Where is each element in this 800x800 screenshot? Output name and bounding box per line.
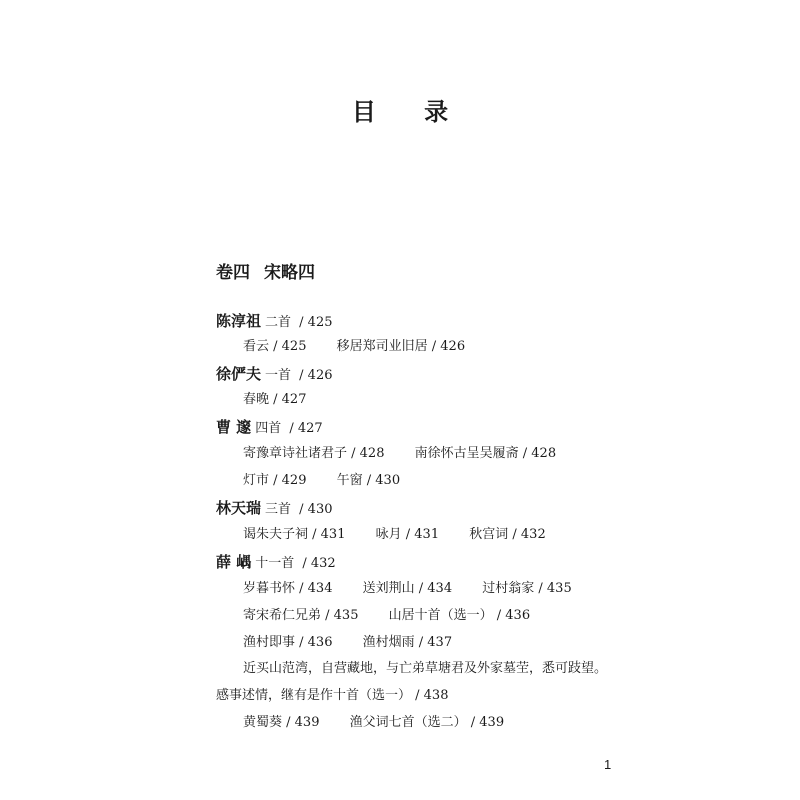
poem-title: 午窗 <box>336 473 363 488</box>
toc-entry[interactable] <box>243 444 384 464</box>
poem-title: 近买山范湾，自营藏地，与亡弟草塘君及外家墓茔，悉可跂望。 <box>243 661 608 676</box>
author-name: 徐俨夫 <box>216 365 262 383</box>
long-poem-title-line-2[interactable] <box>216 686 448 706</box>
poem-title: 黄蜀葵 <box>243 715 283 730</box>
page-ref: / 438 <box>411 688 449 703</box>
author-entry[interactable] <box>216 364 333 386</box>
poem-list <box>243 579 598 599</box>
poem-title: 感事述情，继有是作十首（选一） <box>216 688 412 703</box>
page-number: 1 <box>604 757 612 772</box>
toc-entry[interactable] <box>243 337 306 357</box>
poem-list <box>243 337 491 357</box>
author-name: 曹 邃 <box>216 418 252 436</box>
poem-title: 山居十首（选一） <box>388 608 493 623</box>
page-ref: / 426 <box>295 368 333 383</box>
poem-title: 送刘荆山 <box>362 581 415 596</box>
page-ref: / 425 <box>269 339 307 354</box>
poem-count: 四首 <box>255 421 282 436</box>
page-ref: / 432 <box>508 527 546 542</box>
poem-title: 渔父词七首（选二） <box>349 715 467 730</box>
toc-entry[interactable] <box>243 390 306 410</box>
page-ref: / 431 <box>308 527 346 542</box>
toc-entry[interactable] <box>243 606 358 626</box>
page-ref: / 437 <box>414 635 453 650</box>
poem-title: 谒朱夫子祠 <box>243 527 309 542</box>
poem-title: 寄豫章诗社诸君子 <box>243 446 348 461</box>
poem-list <box>243 633 478 653</box>
poem-title: 秋宫词 <box>469 527 509 542</box>
toc-entry[interactable] <box>363 633 452 653</box>
poem-title: 渔村即事 <box>243 635 296 650</box>
page-ref: / 432 <box>298 556 336 571</box>
poem-list <box>243 444 582 464</box>
volume-heading <box>216 258 315 283</box>
author-name: 林天瑞 <box>216 499 262 517</box>
toc-entry[interactable] <box>350 713 504 733</box>
toc-entry[interactable] <box>363 579 452 599</box>
page-ref: / 430 <box>295 502 333 517</box>
toc-entry[interactable] <box>482 579 571 599</box>
volume-name: 宋略四 <box>264 263 315 283</box>
author-name: 陈淳祖 <box>216 312 262 330</box>
poem-title: 过村翁家 <box>482 581 535 596</box>
poem-title: 寄宋希仁兄弟 <box>243 608 322 623</box>
poem-title: 咏月 <box>375 527 402 542</box>
page-ref: / 431 <box>401 527 440 542</box>
toc-entry[interactable] <box>243 579 332 599</box>
page-ref: / 426 <box>427 339 466 354</box>
page-ref: / 439 <box>466 715 505 730</box>
poem-list <box>243 525 572 545</box>
page-ref: / 427 <box>269 392 307 407</box>
page-ref: / 439 <box>282 715 320 730</box>
poem-title: 岁暮书怀 <box>243 581 296 596</box>
volume-number: 卷四 <box>216 263 250 283</box>
poem-list <box>243 390 332 410</box>
author-entry[interactable] <box>216 498 333 520</box>
poem-title: 春晚 <box>243 392 270 407</box>
toc-entry[interactable] <box>376 525 439 545</box>
poem-count: 三首 <box>265 502 292 517</box>
toc-entry[interactable] <box>337 471 400 491</box>
page-ref: / 436 <box>295 635 333 650</box>
poem-title: 南徐怀古呈吴履斋 <box>414 446 519 461</box>
author-entry[interactable] <box>216 417 323 439</box>
poem-title: 灯市 <box>243 473 270 488</box>
author-entry[interactable] <box>216 311 333 333</box>
page-ref: / 430 <box>362 473 401 488</box>
toc-entry[interactable] <box>243 713 319 733</box>
poem-count: 二首 <box>265 315 292 330</box>
toc-entry[interactable] <box>389 606 530 626</box>
page-ref: / 429 <box>269 473 307 488</box>
page-ref: / 434 <box>295 581 333 596</box>
page-ref: / 425 <box>295 315 333 330</box>
page-ref: / 435 <box>534 581 572 596</box>
poem-title: 移居郑司业旧居 <box>336 339 428 354</box>
poem-list <box>243 713 530 733</box>
toc-entry[interactable] <box>415 444 556 464</box>
poem-count: 一首 <box>265 368 292 383</box>
author-name: 薛 嵎 <box>216 553 252 571</box>
page-ref: / 427 <box>285 421 323 436</box>
author-entry[interactable] <box>216 552 336 574</box>
toc-entry[interactable] <box>337 337 465 357</box>
toc-entry[interactable] <box>243 525 345 545</box>
poem-title: 渔村烟雨 <box>362 635 415 650</box>
poem-title: 看云 <box>243 339 270 354</box>
page-ref: / 428 <box>347 446 385 461</box>
page-ref: / 435 <box>321 608 359 623</box>
poem-list <box>243 606 556 626</box>
toc-entry[interactable] <box>243 471 306 491</box>
page-ref: / 428 <box>518 446 557 461</box>
poem-list <box>243 471 426 491</box>
poem-count: 十一首 <box>255 556 295 571</box>
toc-entry[interactable] <box>469 525 545 545</box>
page-title: 目 录 <box>351 98 469 126</box>
page-ref: / 436 <box>492 608 531 623</box>
page-ref: / 434 <box>414 581 453 596</box>
toc-entry[interactable] <box>243 633 332 653</box>
long-poem-title-line-1[interactable] <box>243 659 607 679</box>
